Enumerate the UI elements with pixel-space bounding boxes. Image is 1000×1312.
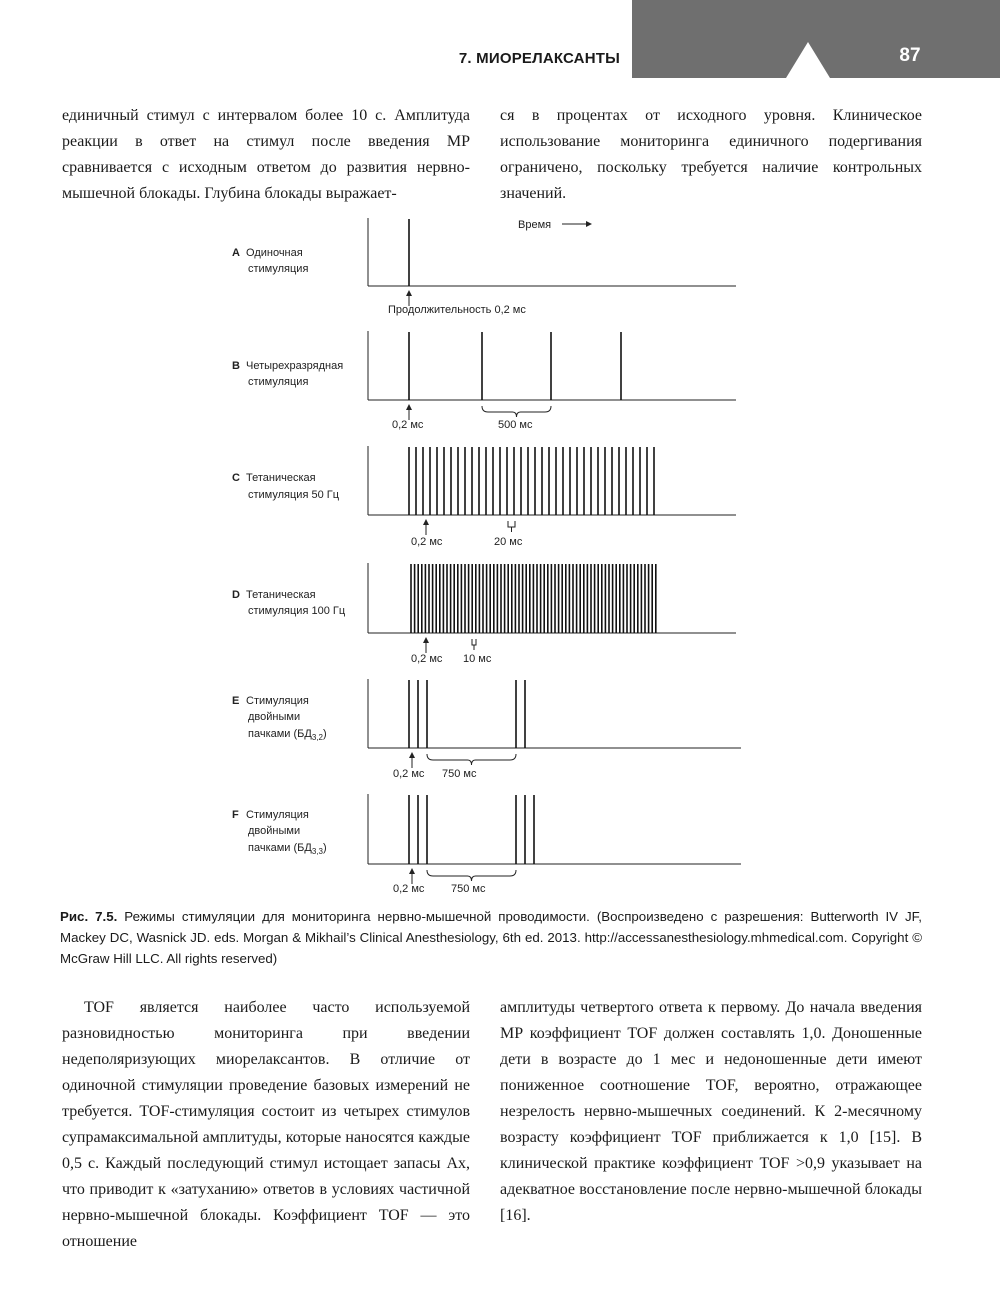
caption-label: Рис. 7.5. [60,909,118,924]
panel-title-subscript: 3,2 [311,733,323,742]
duration-arrow-head [409,868,415,874]
interval-brace [482,406,551,417]
time-arrow-head [586,221,592,227]
panel-title-line: стимуляция [248,376,309,388]
duration-arrow-head [409,752,415,758]
panel-title-line: Тетаническая [246,589,316,601]
interval-label: 10 мс [463,653,492,665]
panel-letter: D [232,589,240,601]
panel-title-line: Четырехразрядная [246,360,344,372]
panel-title-line: пачками $(БД_{3,2})$ [248,728,327,742]
panel-title-line: Тетаническая [246,472,316,484]
text-column-right-bottom [500,995,922,1229]
paragraph: TOF является наиболее часто используемой разновидностью мониторинга при введении недеполяризующих миорелаксантов. В отличие от одиночной стимуляции проведение базовых измерений не требуется. TOF-стимуляция состоит из четырех стимулов супрамаксимальной амплитуды, которые наносятся каждые 0,5 с. Каждый последующий стимул истощает запасы Ах, что приводит к «затуханию» ответов в условиях частичной нервно-мышечной блокады. Коэффициент TOF — это отношение [62,999,470,1250]
interval-tick [508,521,515,532]
duration-arrow-head [406,290,412,296]
duration-arrow-head [423,637,429,643]
paragraph: ся в процентах от исходного уровня. Клиническое использование мониторинга единичного подергивания ограничено, поскольку требуется наличие контрольных значений. [500,107,922,202]
panel-title-subscript: 3,3 [311,847,323,856]
text-column-left-bottom [62,995,470,1255]
paragraph: амплитуды четвертого ответа к первому. До начала введения МР коэффициент TOF должен составлять 1,0. Доношенные дети в возрасте до 1 мес и недоношенные дети имеют пониженное соотношение TOF, вероятно, отражающее незрелость нервно-мышечных соединений. К 2-месячному возрасту коэффициент TOF приближается к 1,0 [15]. В клинической практике коэффициент TOF >0,9 указывает на адекватное восстановление после нервно-мышечной блокады [16]. [500,999,922,1224]
duration-label: 0,2 мс [392,419,424,431]
panel-title-line: пачками $(БД_{3,3})$ [248,842,327,856]
panel-title-line: Одиночная [246,247,303,259]
panel-title-line: Стимуляция [246,809,309,821]
interval-brace [427,870,516,881]
panel-title-line: стимуляция [248,263,309,275]
panel-title-line: двойными [248,711,301,723]
interval-label: 20 мс [494,536,523,548]
panel-title-line: стимуляция 50 Гц [248,489,340,501]
panel-title-line: стимуляция 100 Гц [248,605,346,617]
paragraph: единичный стимул с интервалом более 10 с. Амплитуда реакции в ответ на стимул после введения МР сравнивается с исходным ответом до развития нервно-мышечной блокады. Глубина блокады выражает- [62,107,470,202]
duration-arrow-head [406,404,412,410]
panel-letter: F [232,809,239,821]
duration-label: Продолжительность 0,2 мс [388,304,526,316]
duration-label: 0,2 мс [411,536,443,548]
interval-tick [472,639,476,650]
duration-label: 0,2 мс [411,653,443,665]
figure-caption [60,906,922,969]
panel-letter: C [232,472,240,484]
panel-title-line: двойными [248,825,301,837]
panel-title-close: ) [322,842,327,854]
page-number: 87 [899,45,921,66]
time-label: Время [518,219,552,231]
interval-label: 500 мс [498,419,533,431]
panel-title-line: Стимуляция [246,695,309,707]
panel-title-close: ) [322,728,327,740]
panel-letter: B [232,360,240,372]
interval-brace [427,754,516,765]
panel-letter: E [232,695,240,707]
duration-label: 0,2 мс [393,883,425,895]
panel-letter: A [232,247,240,259]
caption-text: Режимы стимуляции для мониторинга нервно-мышечной проводимости. (Воспроизведено с разрешения: Butterworth IV JF, Mackey DC, Wasnick JD. eds. Morgan & Mikhail’s Clinical Anesthesiology, 6th ed. 2013. http://accessanesthesiology.mhmedical.com. Copyright © McGraw Hill LLC. All rights reserved) [60,909,923,966]
duration-arrow-head [423,519,429,525]
duration-label: 0,2 мс [393,768,425,780]
interval-label: 750 мс [451,883,486,895]
interval-label: 750 мс [442,768,477,780]
chapter-title: 7. МИОРЕЛАКСАНТЫ [458,50,620,67]
